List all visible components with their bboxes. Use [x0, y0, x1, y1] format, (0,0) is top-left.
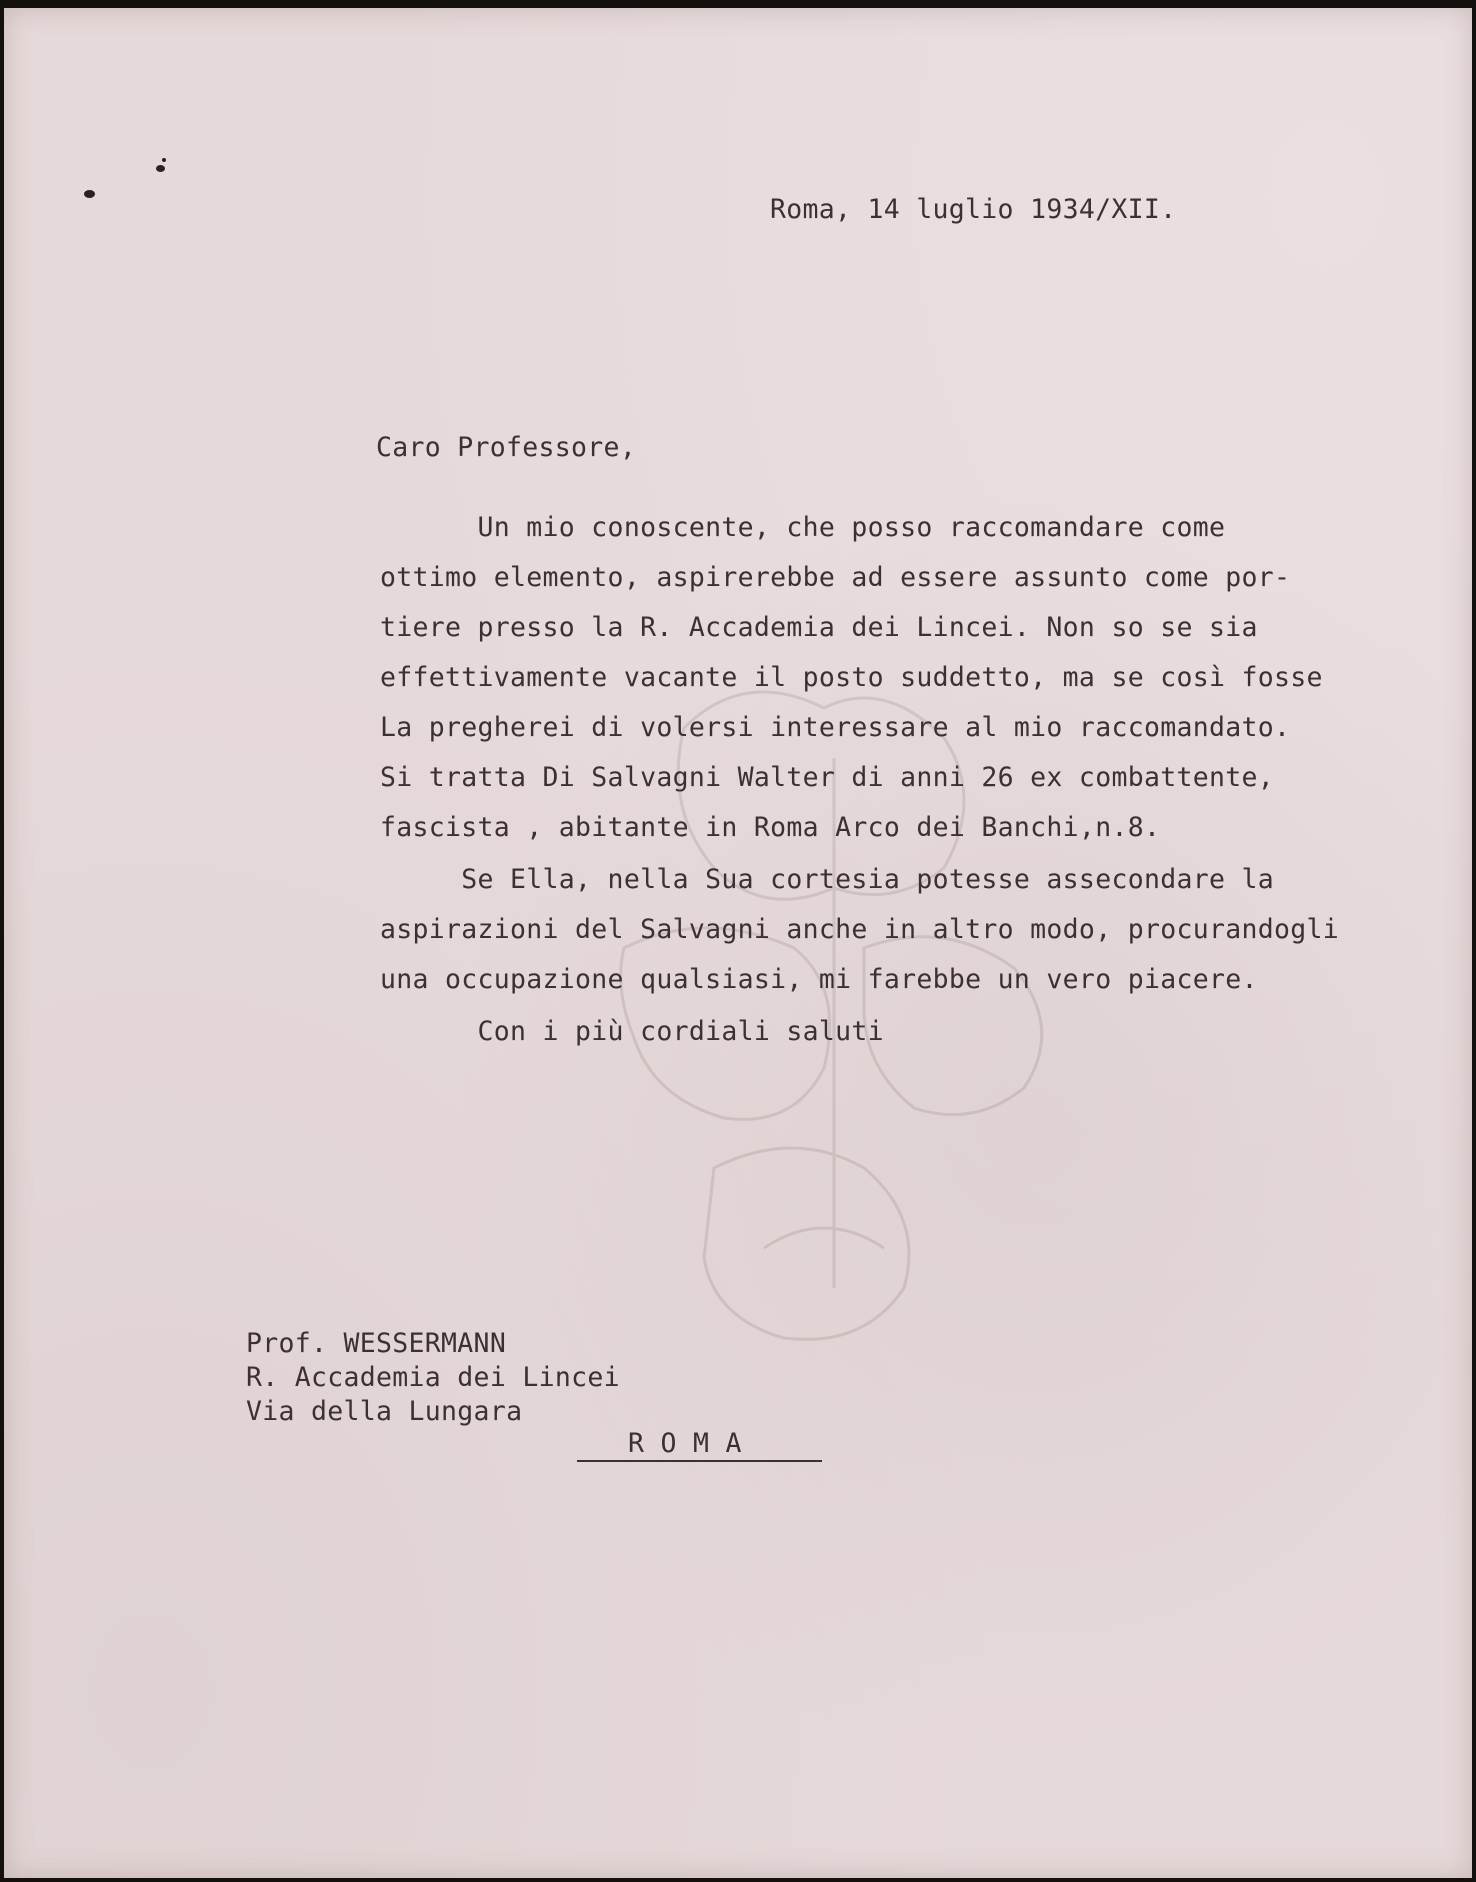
letter-page [4, 8, 1472, 1878]
body-line: Si tratta Di Salvagni Walter di anni 26 ex combattente, [380, 762, 1274, 793]
recipient-street: Via della Lungara [246, 1396, 523, 1427]
body-line: La pregherei di volersi interessare al mio raccomandato. [380, 712, 1291, 743]
recipient-city: R O M A [628, 1428, 742, 1459]
body-line: Se Ella, nella Sua cortesia potesse assecondare la [380, 864, 1274, 895]
body-line: tiere presso la R. Accademia dei Lincei. Non so se sia [380, 612, 1258, 643]
body-line: aspirazioni del Salvagni anche in altro modo, procurandogli [380, 914, 1340, 945]
ink-speck [162, 158, 166, 162]
recipient-institution: R. Accademia dei Lincei [246, 1362, 620, 1393]
date-line: Roma, 14 luglio 1934/XII. [770, 194, 1177, 225]
recipient-name: Prof. WESSERMANN [246, 1328, 507, 1359]
ink-speck [84, 190, 95, 198]
body-line: Un mio conoscente, che posso raccomandare come [380, 512, 1226, 543]
closing-line: Con i più cordiali saluti [380, 1016, 884, 1047]
ink-speck [156, 165, 165, 172]
city-underline [577, 1460, 822, 1462]
body-line: una occupazione qualsiasi, mi farebbe un vero piacere. [380, 964, 1258, 995]
body-line: fascista , abitante in Roma Arco dei Banchi,n.8. [380, 812, 1161, 843]
salutation: Caro Professore, [376, 432, 637, 463]
watermark-crest [564, 648, 1124, 1368]
body-line: effettivamente vacante il posto suddetto, ma se così fosse [380, 662, 1323, 693]
body-line: ottimo elemento, aspirerebbe ad essere assunto come por- [380, 562, 1291, 593]
